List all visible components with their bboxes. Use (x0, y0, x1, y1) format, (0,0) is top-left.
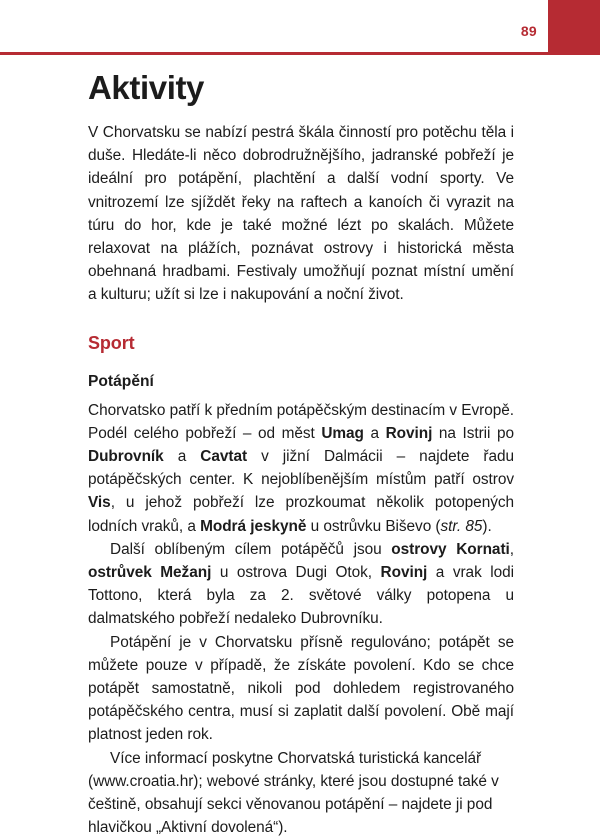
emphasis-place-name: Modrá jeskyně (200, 517, 307, 535)
text-run: Další oblíbeným cílem potápěčů jsou (110, 540, 392, 558)
text-run: Potápění je v Chorvatsku přísně regulováno; potápět se můžete pouze v případě, že získáte povolení. Kdo se chce potápět samostatně, nikoli pod dohledem registrovaného potápěčského centra, musí si zaplatit další povolení. Obě mají platnost jeden rok. (88, 633, 514, 744)
emphasis-place-name: Cavtat (200, 447, 248, 465)
text-run: , u jehož pobřeží lze prozkoumat několik potopených lodních vraků, a (88, 494, 514, 535)
subsection-heading-potapeni: Potápění (88, 373, 154, 391)
text-run: u ostrůvku Biševo ( (306, 517, 441, 535)
paragraph (88, 538, 514, 631)
section-heading-sport: Sport (88, 332, 135, 353)
text-run: na Istrii po (432, 424, 514, 442)
emphasis-place-name: Umag (321, 424, 364, 442)
text-run: Více informací poskytne Chorvatská turistická kancelář (www.croatia.hr); webové stránky, které jsou dostupné také v češtině, obsahují sekci věnovanou potápění – najdete ji pod hlavičkou „Aktivní dovolená“). (88, 749, 499, 837)
cross-reference: str. 85 (440, 517, 483, 535)
page-header (0, 0, 600, 57)
emphasis-place-name: Vis (88, 494, 111, 512)
paragraph (88, 631, 514, 747)
emphasis-place-name: Rovinj (385, 424, 433, 442)
page-number: 89 (520, 23, 537, 39)
page-content (88, 57, 514, 839)
paragraph (88, 399, 514, 538)
text-run: ). (482, 517, 492, 535)
emphasis-place-name: Dubrovník (88, 447, 164, 465)
emphasis-place-name: ostrovy Kornati (391, 540, 510, 558)
emphasis-place-name: Rovinj (380, 563, 428, 581)
corner-tab-icon (548, 0, 600, 52)
page-title: Aktivity (88, 69, 205, 106)
header-divider (0, 52, 600, 55)
paragraph (88, 747, 514, 839)
intro-paragraph: V Chorvatsku se nabízí pestrá škála činností pro potěchu těla i duše. Hledáte-li něco dobrodružnějšího, jadranské pobřeží je ideální pro potápění, plachtění a další vodní sporty. Ve vnitrozemí lze sjíždět řeky na raftech a kanoích či vyrazit na túru do hor, kde je také možné lézt po skalách. Můžete relaxovat na plážích, poznávat ostrovy i historická města obehnaná hradbami. Festivaly umožňují poznat místní umění a kulturu; užít si lze i nakupování a noční život. (88, 124, 514, 304)
text-run: a (163, 447, 201, 465)
text-run: Chorvatsko patří k předním potápěčským destinacím v Evropě. Podél celého pobřeží – od měst (88, 401, 514, 442)
text-run: a (363, 424, 386, 442)
text-run: v jižní Dalmácii – najdete řadu potápěčských center. K nejoblíbenějším místům patří ostrov (88, 447, 514, 489)
text-run: , (509, 540, 514, 558)
emphasis-place-name: ostrůvek Mežanj (88, 563, 212, 581)
subsection-body (88, 399, 514, 839)
text-run: a vrak lodi Tottono, která byla za 2. světové války potopena u dalmatského pobřeží nedaleko Dubrovníku. (88, 563, 514, 628)
text-run: u ostrova Dugi Otok, (211, 563, 381, 581)
